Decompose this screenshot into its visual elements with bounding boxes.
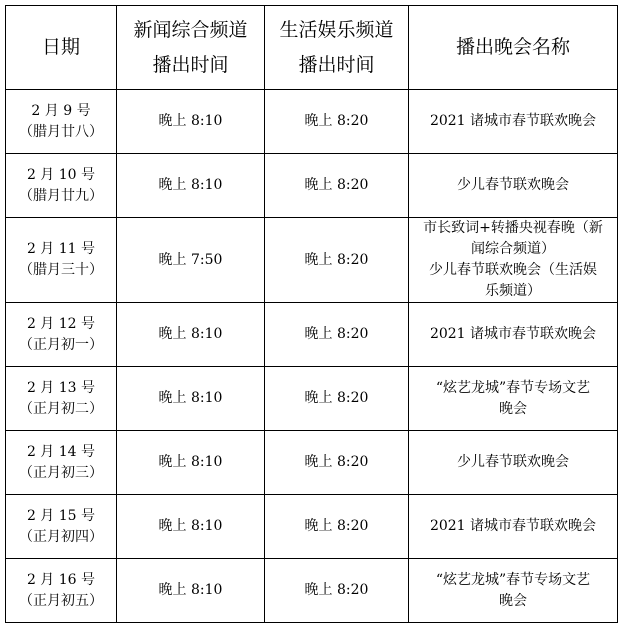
lunar-date: （腊月廿九）	[19, 187, 103, 204]
cell-program	[409, 367, 618, 431]
lunar-date: （正月初三）	[19, 464, 103, 481]
header-program: 播出晚会名称	[409, 6, 618, 90]
cell-date	[6, 218, 117, 303]
table-row	[6, 559, 618, 623]
table-header-row	[6, 6, 618, 90]
program-line: “炫艺龙城”春节专场文艺	[435, 571, 591, 588]
cell-date	[6, 495, 117, 559]
table-row	[6, 367, 618, 431]
cell-life-time: 晚上 8:20	[265, 367, 409, 431]
program-line: 少儿春节联欢晚会（生活娱	[429, 262, 597, 278]
lunar-date: （腊月三十）	[19, 262, 103, 278]
program-line: 闻综合频道）	[471, 241, 555, 257]
header-life-channel	[265, 6, 409, 90]
cell-program	[409, 495, 618, 559]
program-line: 市长致词+转播央视春晚（新	[423, 220, 603, 236]
header-news-channel-name: 新闻综合频道	[133, 18, 248, 41]
gregorian-date: 2 月 11 号	[26, 241, 96, 257]
table-row	[6, 90, 618, 154]
cell-program	[409, 431, 618, 495]
gregorian-date: 2 月 14 号	[26, 443, 96, 460]
cell-news-time: 晚上 8:10	[117, 303, 265, 367]
cell-program	[409, 90, 618, 154]
program-line: 2021 诸城市春节联欢晚会	[429, 113, 597, 129]
gregorian-date: 2 月 9 号	[31, 102, 91, 119]
cell-news-time: 晚上 8:10	[117, 90, 265, 154]
cell-life-time: 晚上 8:20	[265, 90, 409, 154]
lunar-date: （正月初一）	[19, 336, 103, 353]
table-row	[6, 218, 618, 303]
cell-program	[409, 218, 618, 303]
cell-life-time: 晚上 8:20	[265, 431, 409, 495]
cell-life-time: 晚上 8:20	[265, 559, 409, 623]
gregorian-date: 2 月 16 号	[26, 571, 96, 588]
cell-news-time: 晚上 8:10	[117, 559, 265, 623]
gregorian-date: 2 月 12 号	[26, 315, 96, 332]
lunar-date: （正月初二）	[19, 400, 103, 417]
program-line: 2021 诸城市春节联欢晚会	[429, 518, 597, 534]
header-life-channel-subtitle: 播出时间	[298, 53, 375, 76]
cell-date	[6, 90, 117, 154]
program-line: 2021 诸城市春节联欢晚会	[429, 326, 597, 342]
program-line: “炫艺龙城”春节专场文艺	[435, 379, 591, 396]
cell-news-time: 晚上 8:10	[117, 367, 265, 431]
cell-news-time: 晚上 8:10	[117, 431, 265, 495]
program-line: 晚会	[499, 592, 527, 609]
cell-life-time: 晚上 8:20	[265, 218, 409, 303]
table-row	[6, 303, 618, 367]
program-line: 少儿春节联欢晚会	[457, 177, 569, 193]
cell-life-time: 晚上 8:20	[265, 154, 409, 218]
cell-program	[409, 303, 618, 367]
cell-date	[6, 367, 117, 431]
cell-news-time: 晚上 7:50	[117, 218, 265, 303]
cell-date	[6, 431, 117, 495]
table-row	[6, 154, 618, 218]
table-row	[6, 431, 618, 495]
table-row	[6, 495, 618, 559]
cell-program	[409, 154, 618, 218]
cell-news-time: 晚上 8:10	[117, 495, 265, 559]
cell-life-time: 晚上 8:20	[265, 495, 409, 559]
header-life-channel-name: 生活娱乐频道	[279, 18, 394, 41]
gregorian-date: 2 月 10 号	[26, 166, 96, 183]
lunar-date: （腊月廿八）	[19, 123, 103, 140]
lunar-date: （正月初五）	[19, 592, 103, 609]
cell-date	[6, 559, 117, 623]
gregorian-date: 2 月 13 号	[26, 379, 96, 396]
header-news-channel-subtitle: 播出时间	[152, 53, 229, 76]
lunar-date: （正月初四）	[19, 528, 103, 545]
program-line: 乐频道）	[485, 283, 541, 299]
cell-program	[409, 559, 618, 623]
cell-news-time: 晚上 8:10	[117, 154, 265, 218]
broadcast-schedule-table	[5, 5, 618, 623]
program-line: 少儿春节联欢晚会	[457, 454, 569, 470]
header-date: 日期	[6, 6, 117, 90]
cell-date	[6, 303, 117, 367]
gregorian-date: 2 月 15 号	[26, 507, 96, 524]
header-news-channel	[117, 6, 265, 90]
cell-life-time: 晚上 8:20	[265, 303, 409, 367]
cell-date	[6, 154, 117, 218]
program-line: 晚会	[499, 400, 527, 417]
